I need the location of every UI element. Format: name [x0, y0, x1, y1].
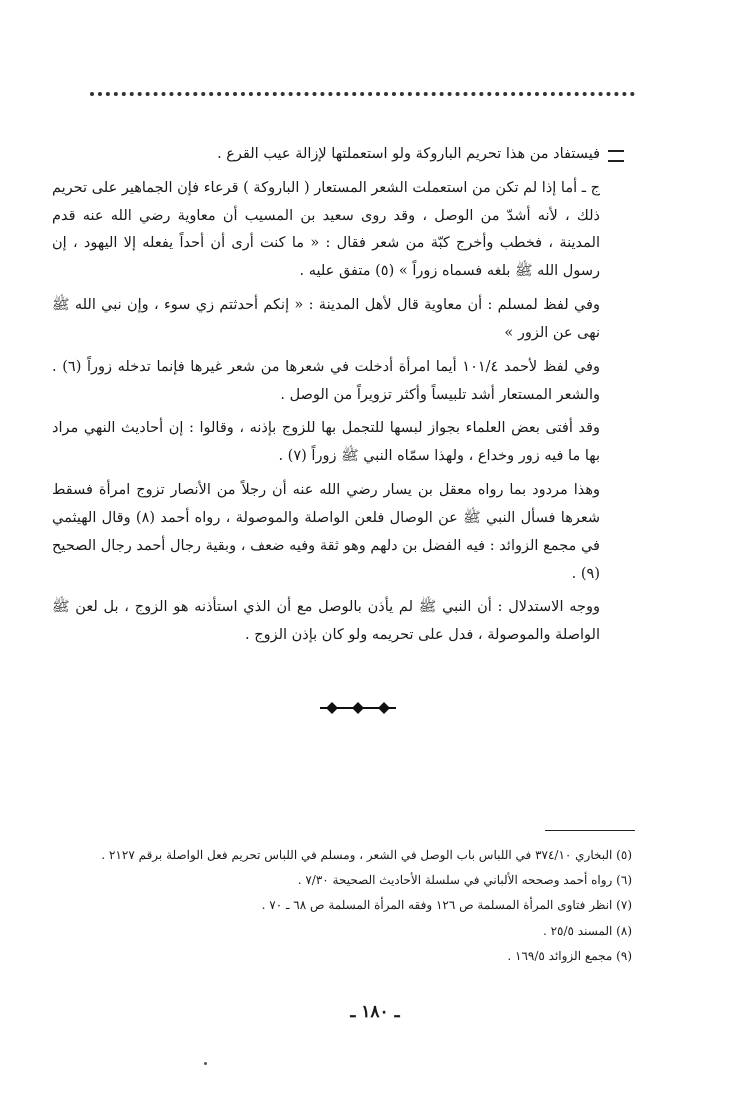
- footnote-7: (٧) انظر فتاوى المرأة المسلمة ص ١٢٦ وفقه المرأة المسلمة ص ٦٨ ـ ٧٠ .: [261, 898, 632, 913]
- footnote-6: (٦) رواه أحمد وصححه الألباني في سلسلة الأحاديث الصحيحة ٧/٣٠ .: [297, 873, 632, 888]
- footnote-9: (٩) مجمع الزوائد ١٦٩/٥ .: [507, 948, 632, 963]
- footnote-separator: [545, 830, 635, 831]
- main-text: [52, 141, 600, 656]
- dotted-header-rule: [90, 92, 635, 96]
- page-number: ـ ١٨٠ ـ: [350, 1002, 400, 1022]
- paragraph-1: فيستفاد من هذا تحريم الباروكة ولو استعملتها لإزالة عيب القرع .: [217, 146, 600, 162]
- paragraph-4: وفي لفظ لأحمد ١٠١/٤ أيما امرأة أدخلت في شعرها من شعر غيرها فإنما تدخله زوراً (٦) . والشعر المستعار أشد تلبيساً وأكثر تزويراً من الوصل .: [52, 358, 600, 403]
- paragraph-6: وهذا مردود بما رواه معقل بن يسار رضي الله عنه أن رجلاً من الأنصار تزوج امرأة فسقط شعرها فسأل النبي ﷺ عن الوصال فلعن الواصلة والموصولة ، رواه أحمد (٨) وقال الهيثمي في مجمع الزوائد : فيه الفضل بن دلهم وهو ثقة وفيه ضعف ، وبقية رجال أحمد رجال الصحيح (٩) .: [52, 482, 600, 582]
- footnote-8: (٨) المسند ٢٥/٥ .: [542, 923, 632, 938]
- paragraph-3: وفي لفظ لمسلم : أن معاوية قال لأهل المدينة : « إنكم أحدثتم زي سوء ، وإن نبي الله ﷺ نهى عن الزور »: [52, 297, 600, 341]
- footnote-5: (٥) البخاري ٣٧٤/١٠ في اللباس باب الوصل في الشعر ، ومسلم في اللباس تحريم فعل الواصلة برقم ٢١٢٧ .: [101, 848, 632, 862]
- scan-speck: [204, 1062, 207, 1065]
- footnotes: [70, 846, 632, 972]
- section-divider-ornament: [318, 700, 398, 716]
- continuation-mark: [608, 150, 624, 162]
- paragraph-2: ج ـ أما إذا لم تكن من استعملت الشعر المستعار ( الباروكة ) قرعاء فإن الجماهير على تحريم ذلك ، لأنه أشدّ من الوصل ، وقد روى سعيد بن المسيب أن معاوية رضي الله عنه قدم المدينة ، فخطب وأخرج كبّة من شعر فقال : « ما كنت أرى أن أحداً يفعله إلا اليهود ، إن رسول الله ﷺ بلغه فسماه زوراً » (٥) متفق عليه .: [52, 179, 600, 280]
- paragraph-5: وقد أفتى بعض العلماء بجواز لبسها للتجمل بها للزوج بإذنه ، وقالوا : إن أحاديث النهي مراد بها ما فيه زور وخداع ، ولهذا سمّاه النبي ﷺ زوراً (٧) .: [52, 420, 600, 465]
- paragraph-7: ووجه الاستدلال : أن النبي ﷺ لم يأذن بالوصل مع أن الذي استأذنه هو الزوج ، بل لعن ﷺ الواصلة والموصولة ، فدل على تحريمه ولو كان بإذن الزوج .: [52, 599, 600, 644]
